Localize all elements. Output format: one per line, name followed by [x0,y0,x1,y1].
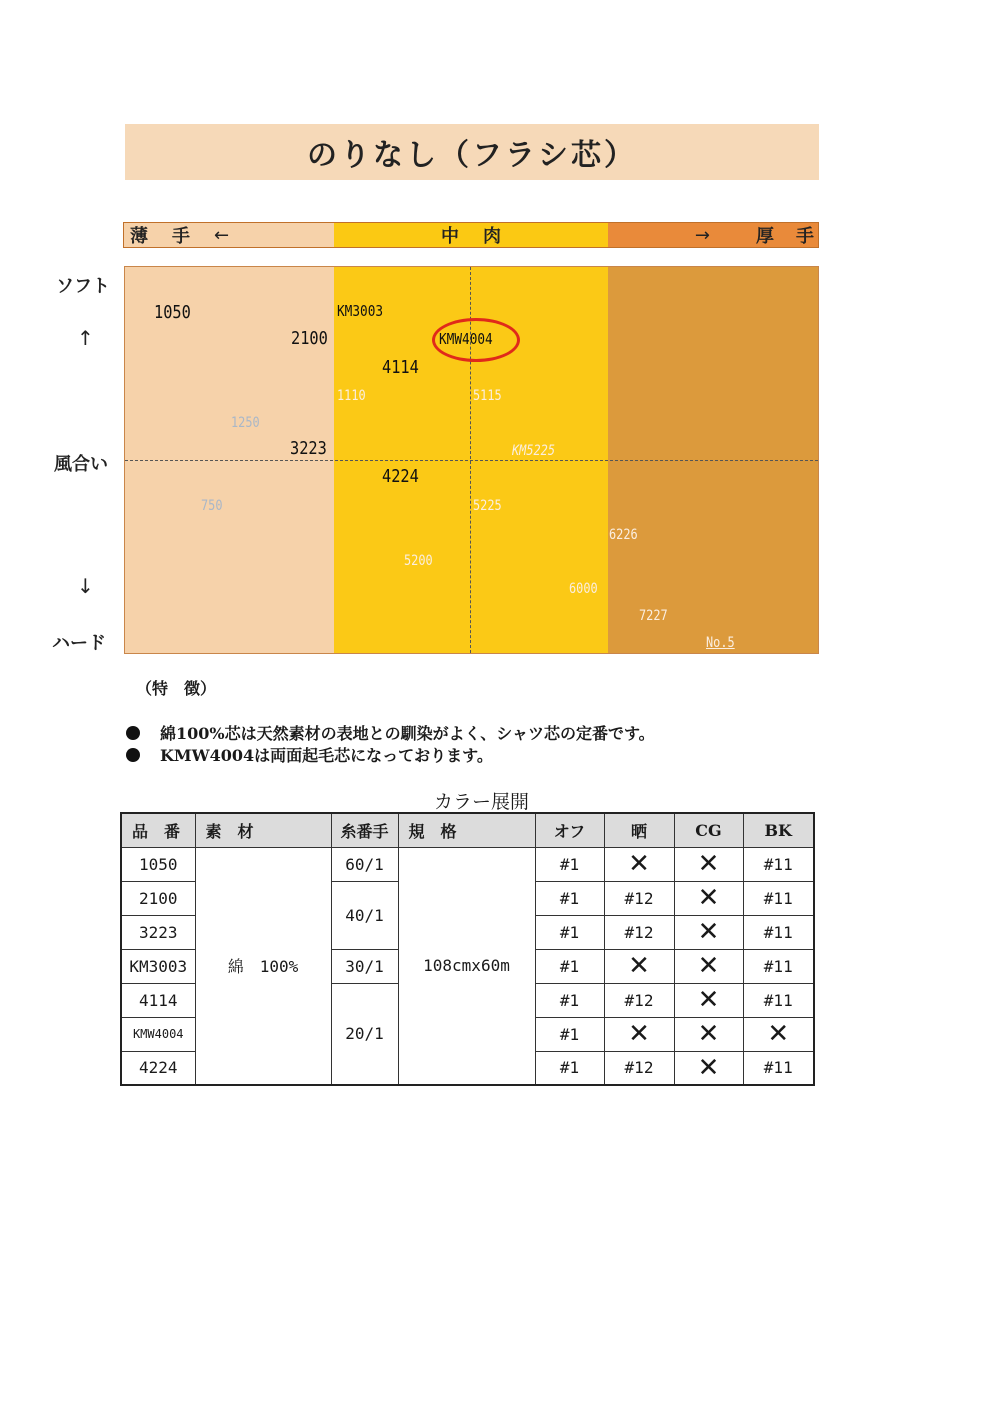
cross-icon: ✕ [697,883,720,913]
cell-cg [674,1017,743,1051]
cross-icon: ✕ [697,1052,720,1083]
bullet-icon [126,748,140,762]
cell-code: 3223 [121,915,195,949]
map-code-1250: 1250 [231,415,260,431]
header-cg: CG [674,813,743,847]
cell-sarashi: #12 [604,1051,674,1085]
scale-thick-char-1: 厚 [756,226,774,247]
product-positioning-map [124,266,819,654]
cell-cg [674,881,743,915]
cell-sarashi: #12 [604,915,674,949]
cell-cg [674,1051,743,1085]
down-arrow-icon: ↓ [77,574,94,598]
cross-icon: ✕ [697,951,720,981]
cell-code: 1050 [121,847,195,881]
header-off: オフ [535,813,604,847]
map-horizontal-divider [125,460,818,461]
map-code-km5225: KM5225 [512,443,555,459]
cell-off: #1 [535,847,604,881]
cross-icon: ✕ [628,951,650,981]
features-heading: （特 徴） [136,679,217,698]
cell-bk: #11 [743,847,814,881]
cell-code: 4114 [121,983,195,1017]
map-code-3223: 3223 [290,438,327,459]
left-arrow-icon: ← [214,224,230,246]
cell-off: #1 [535,983,604,1017]
cell-off: #1 [535,881,604,915]
cell-bk [743,1017,814,1051]
cross-icon: ✕ [697,917,720,947]
cell-bk: #11 [743,915,814,949]
feature-item [126,743,493,766]
cross-icon: ✕ [628,1019,650,1049]
map-code-4224: 4224 [382,466,419,487]
map-code-5200: 5200 [404,553,433,569]
header-yarn: 糸番手 [331,813,398,847]
cell-cg [674,915,743,949]
thickness-scale-bar [123,222,819,248]
scale-thin [124,223,334,247]
feature-text: 綿100%芯は天然素材の表地との馴染がよく、シャツ芯の定番です。 [160,724,655,743]
title-band [125,124,819,180]
table-row [121,847,814,881]
cell-code: KMW4004 [121,1017,195,1051]
scale-mid-char-1: 中 [441,226,459,247]
page-title: のりなし（フラシ芯） [307,138,637,173]
cell-sarashi [604,1017,674,1051]
cell-code: 2100 [121,881,195,915]
map-page-number: No.5 [706,635,735,651]
scale-mid-char-2: 肉 [483,226,501,247]
map-code-1050: 1050 [154,302,191,323]
table-header-row [121,813,814,847]
cell-off: #1 [535,1017,604,1051]
map-code-5115: 5115 [473,388,502,404]
up-arrow-icon: ↑ [77,326,94,350]
color-table-caption: カラー展開 [434,791,530,813]
cell-code: 4224 [121,1051,195,1085]
scale-thin-char-2: 手 [172,226,190,247]
cell-sarashi [604,847,674,881]
cell-spec: 108cmx60m [398,847,535,1085]
cell-bk: #11 [743,983,814,1017]
bullet-icon [126,726,140,740]
cell-cg [674,983,743,1017]
map-code-kmw4004: KMW4004 [439,330,493,348]
map-code-6000: 6000 [569,581,598,597]
scale-medium [334,223,607,247]
cell-bk: #11 [743,881,814,915]
scale-thick-char-2: 手 [796,226,814,247]
cell-material: 綿 100% [195,847,331,1085]
axis-soft-label: ソフト [56,276,110,297]
axis-feel-label: 風合い [54,454,108,475]
cell-sarashi: #12 [604,881,674,915]
cell-yarn: 20/1 [331,983,398,1085]
cell-sarashi: #12 [604,983,674,1017]
cell-yarn: 30/1 [331,949,398,983]
header-sarashi: 晒 [604,813,674,847]
feature-text: KMW4004は両面起毛芯になっております。 [160,746,493,765]
header-code: 品 番 [121,813,195,847]
header-material: 素 材 [195,813,331,847]
map-code-7227: 7227 [639,608,668,624]
cell-off: #1 [535,1051,604,1085]
right-arrow-icon: → [694,224,710,246]
cell-code: KM3003 [121,949,195,983]
cross-icon: ✕ [767,1019,790,1049]
cell-off: #1 [535,949,604,983]
cross-icon: ✕ [697,985,720,1015]
map-code-6226: 6226 [609,527,638,543]
header-spec: 規 格 [398,813,535,847]
map-code-5225: 5225 [473,498,502,514]
map-code-km3003: KM3003 [337,302,384,320]
cell-cg [674,949,743,983]
feature-item [126,721,655,744]
scale-thin-char-1: 薄 [130,226,148,247]
map-code-4114: 4114 [382,357,419,378]
axis-hard-label: ハード [52,633,106,654]
cell-yarn: 40/1 [331,881,398,949]
map-code-750: 750 [201,498,223,514]
cell-off: #1 [535,915,604,949]
cross-icon: ✕ [697,1019,720,1049]
cell-cg [674,847,743,881]
cross-icon: ✕ [628,849,650,879]
cell-yarn: 60/1 [331,847,398,881]
scale-thick [608,223,818,247]
cell-bk: #11 [743,949,814,983]
header-bk: BK [743,813,814,847]
color-spec-table [120,812,815,1086]
map-code-1110: 1110 [337,388,366,404]
cell-bk: #11 [743,1051,814,1085]
cross-icon: ✕ [697,849,720,879]
map-code-2100: 2100 [291,328,328,349]
cell-sarashi [604,949,674,983]
